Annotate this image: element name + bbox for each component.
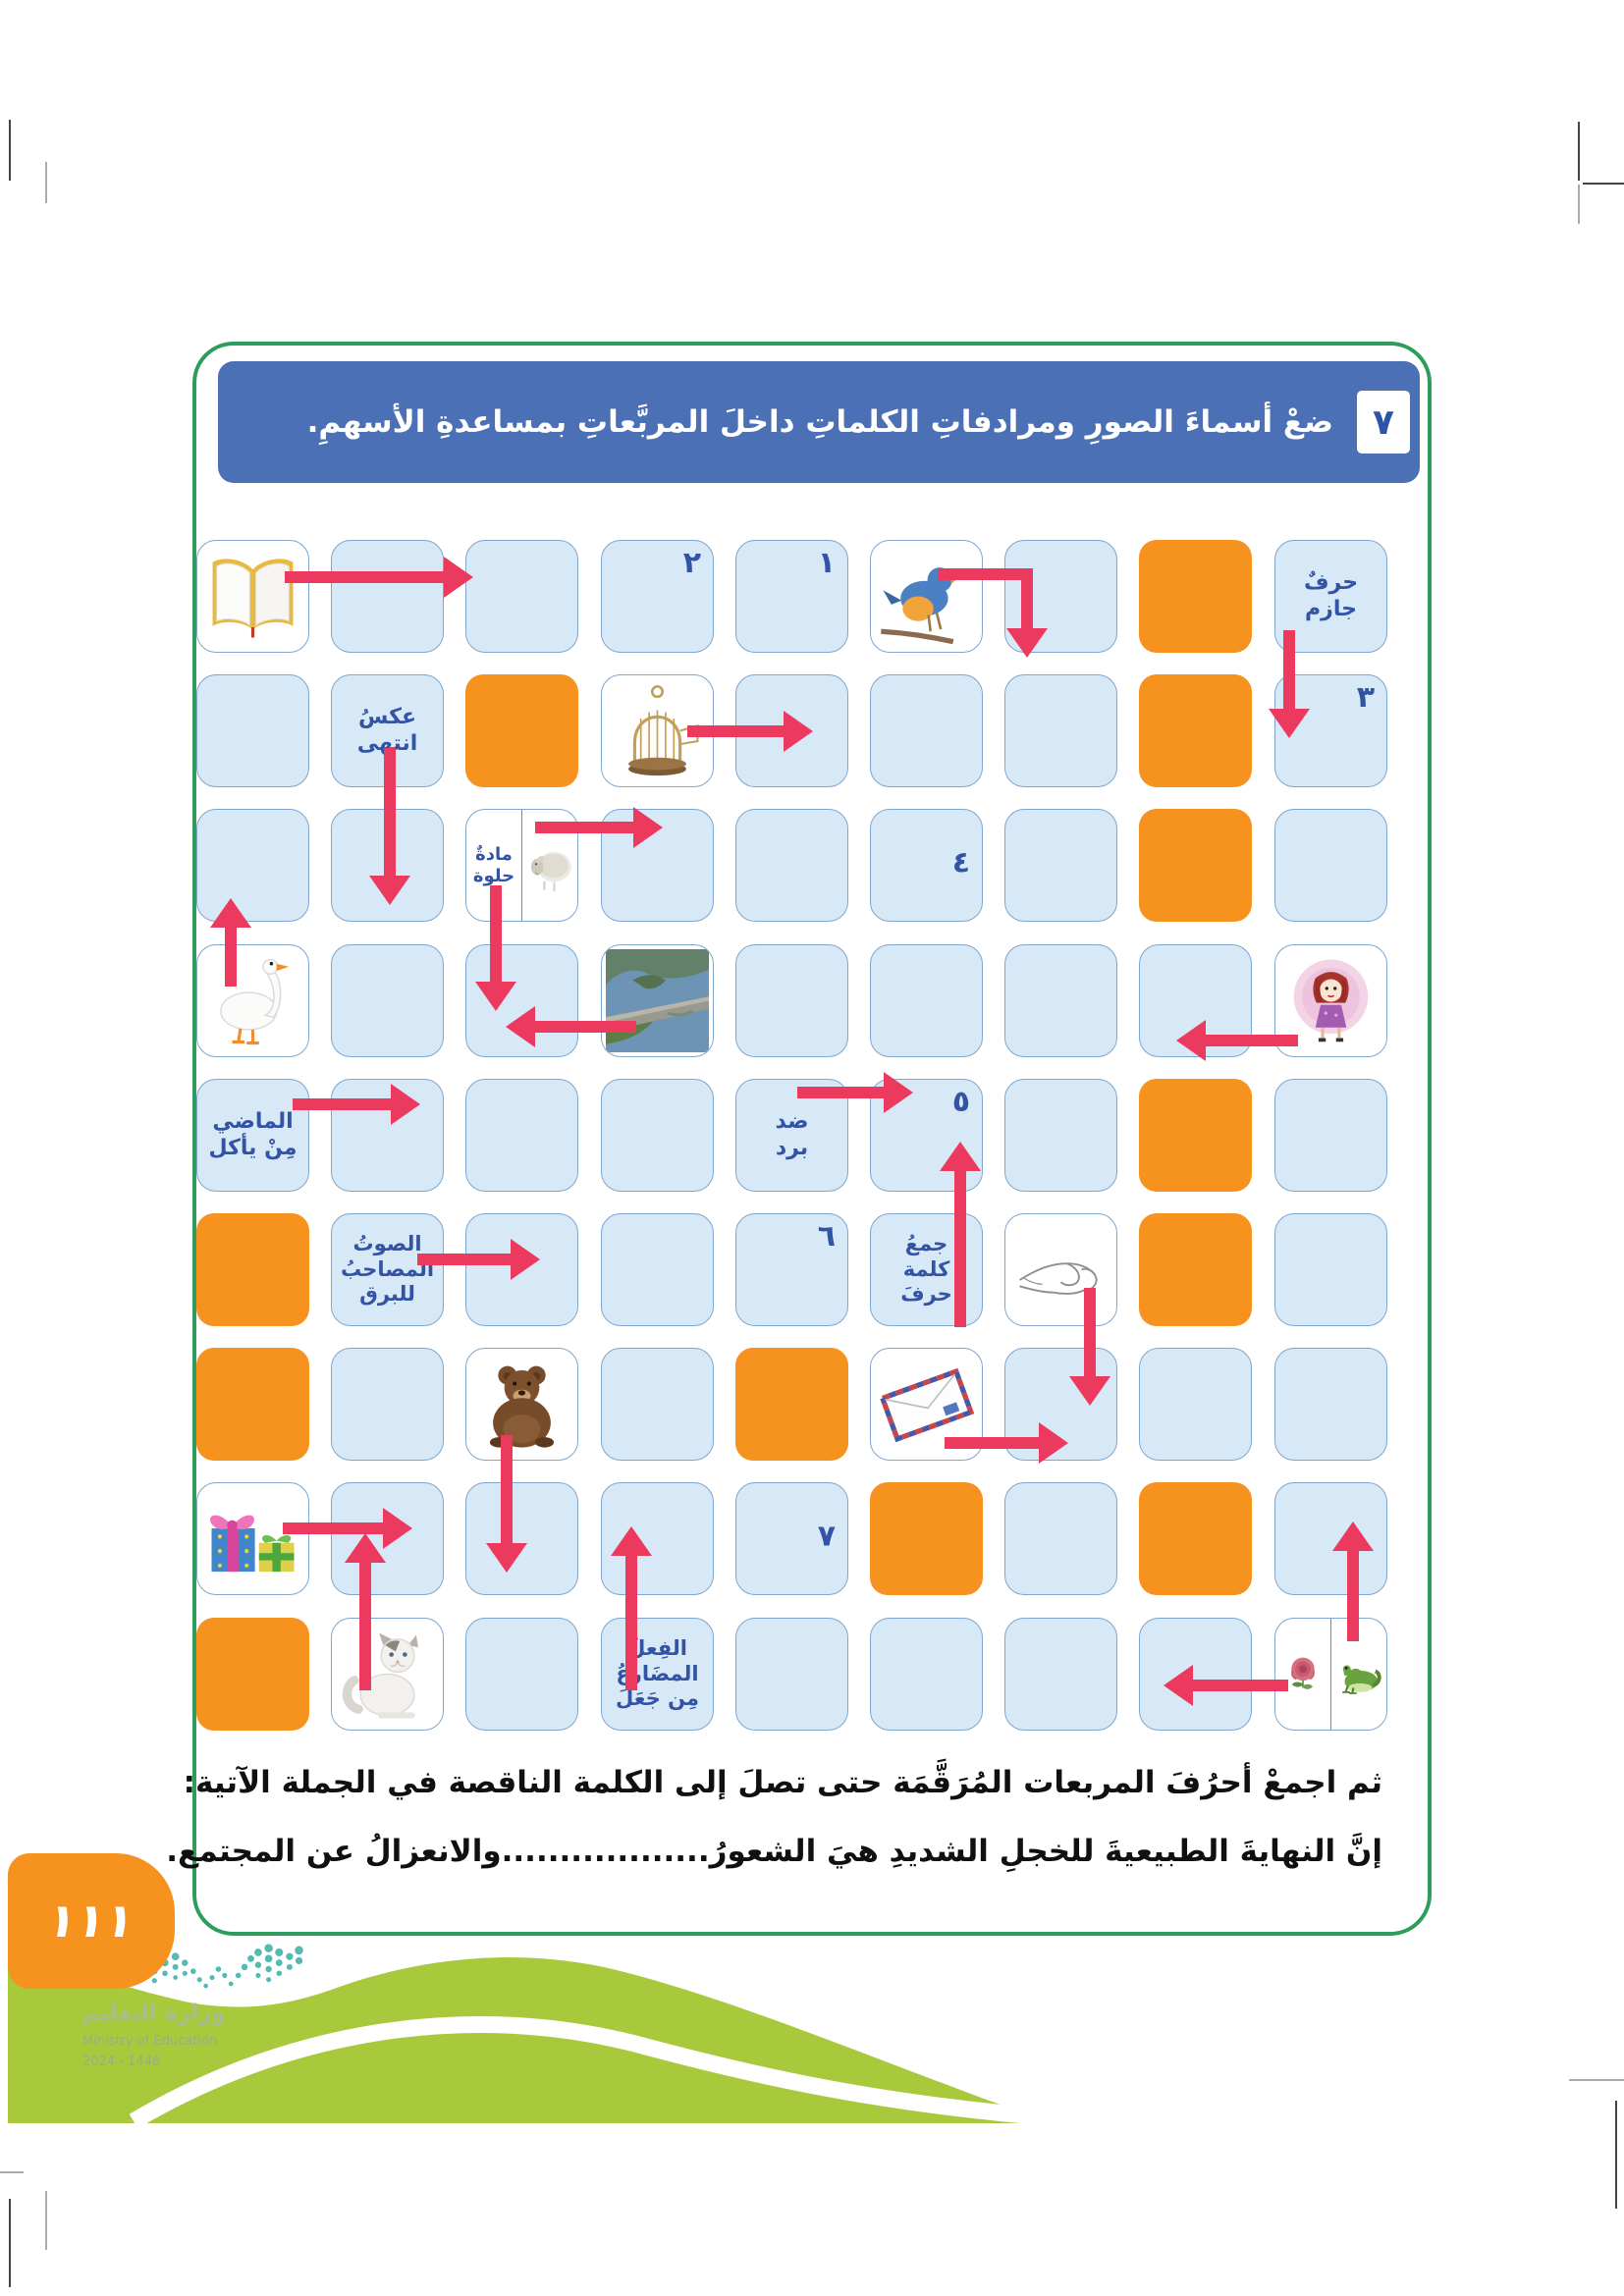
frog-icon [1331,1624,1386,1726]
hand-icon [1009,1218,1112,1321]
grid-cell-r9c8[interactable] [1139,1618,1252,1731]
clue-text: ضد برد [775,1108,809,1160]
instruction-line-1: ثم اجمعْ أحرُفَ المربعات المُرَقَّمَة حتى تصلَ إلى الكلمة الناقصة في الجملة الآتية: [183,1765,1382,1800]
crop-mark [1578,122,1580,181]
sheep-icon [522,815,577,917]
crop-mark [9,2199,11,2287]
grid-cell-r9c3[interactable] [465,1618,578,1731]
cell-number: ٧ [817,1519,836,1554]
crop-mark [0,2171,24,2173]
grid-cell-r3c1[interactable] [196,809,309,922]
clue-text: جمعُ كلمة حرفَ [900,1232,952,1307]
grid-cell-r6c5[interactable] [735,1213,848,1326]
grid-cell-r6c6 [870,1213,983,1326]
grid-cell-r1c3[interactable] [465,540,578,653]
grid-cell-r4c4 [601,944,714,1057]
grid-cell-r2c4 [601,674,714,787]
cell-number: ٥ [951,1085,970,1119]
grid-cell-r2c7[interactable] [1004,674,1117,787]
grid-cell-r8c5[interactable] [735,1482,848,1595]
grid-cell-r3c2[interactable] [331,809,444,922]
grid-cell-r5c5 [735,1079,848,1192]
grid-cell-r2c1[interactable] [196,674,309,787]
goose-icon [201,949,304,1052]
grid-cell-r1c7[interactable] [1004,540,1117,653]
grid-cell-r7c6 [870,1348,983,1461]
crop-mark [1583,183,1624,185]
cat-icon [336,1623,439,1726]
grid-cell-r3c4[interactable] [601,809,714,922]
crop-mark [1615,2101,1617,2209]
grid-cell-r6c9[interactable] [1274,1213,1387,1326]
grid-cell-r9c1 [196,1618,309,1731]
clue-text: حرفٌ جازم [1303,569,1359,621]
birdcage-icon [606,679,709,782]
grid-cell-r2c8 [1139,674,1252,787]
grid-cell-r3c8 [1139,809,1252,922]
dam-icon [606,949,709,1052]
cell-number: ٦ [817,1219,836,1254]
clue-text: مادةٌ حلوة [472,843,515,886]
grid-cell-r4c6[interactable] [870,944,983,1057]
grid-cell-r2c3 [465,674,578,787]
grid-cell-r8c8 [1139,1482,1252,1595]
grid-cell-r7c2[interactable] [331,1348,444,1461]
open-book-icon [201,545,304,648]
rose-icon [1275,1624,1330,1726]
clue-text: عكسُ انتهى [356,704,418,756]
gifts-icon [201,1487,304,1590]
grid-cell-r8c2[interactable] [331,1482,444,1595]
grid-cell-r9c9 [1274,1618,1387,1731]
grid-cell-r3c5[interactable] [735,809,848,922]
grid-cell-r5c1 [196,1079,309,1192]
grid-cell-r4c5[interactable] [735,944,848,1057]
ministry-years: 2024 - 1446 [82,2055,161,2069]
grid-cell-r8c6 [870,1482,983,1595]
grid-cell-r9c4 [601,1618,714,1731]
grid-cell-r4c2[interactable] [331,944,444,1057]
grid-cell-r5c2[interactable] [331,1079,444,1192]
grid-cell-r3c9[interactable] [1274,809,1387,922]
bird-icon [875,545,978,648]
task-header-bar [218,361,1420,483]
clue-half [466,810,521,921]
grid-cell-r7c1 [196,1348,309,1461]
ministry-name-en: Ministry of Education [82,2034,218,2049]
cell-number: ٢ [682,546,701,580]
grid-cell-r9c6[interactable] [870,1618,983,1731]
grid-cell-r6c3[interactable] [465,1213,578,1326]
clue-text: الماضي مِنْ يأكل [208,1108,298,1160]
frog-half [1330,1619,1386,1730]
grid-cell-r9c2 [331,1618,444,1731]
grid-cell-r4c9 [1274,944,1387,1057]
grid-cell-r7c4[interactable] [601,1348,714,1461]
grid-cell-r5c4[interactable] [601,1079,714,1192]
grid-cell-r1c2[interactable] [331,540,444,653]
grid-cell-r2c5[interactable] [735,674,848,787]
grid-cell-r3c3 [465,809,578,922]
grid-cell-r6c8 [1139,1213,1252,1326]
grid-cell-r9c5[interactable] [735,1618,848,1731]
cell-number: ٤ [951,845,970,881]
grid-cell-r2c2 [331,674,444,787]
crop-mark [45,2191,47,2250]
page-number-pill [8,1853,175,1989]
grid-cell-r5c7[interactable] [1004,1079,1117,1192]
grid-cell-r7c7[interactable] [1004,1348,1117,1461]
grid-cell-r4c3[interactable] [465,944,578,1057]
grid-cell-r6c2 [331,1213,444,1326]
grid-cell-r5c3[interactable] [465,1079,578,1192]
grid-cell-r8c9[interactable] [1274,1482,1387,1595]
grid-cell-r7c9[interactable] [1274,1348,1387,1461]
grid-cell-r8c3[interactable] [465,1482,578,1595]
grid-cell-r1c1 [196,540,309,653]
girl-icon [1279,949,1382,1052]
grid-cell-r1c4[interactable] [601,540,714,653]
ministry-name-ar: وزارة التعليم [82,2001,226,2026]
grid-cell-r6c7 [1004,1213,1117,1326]
task-number-badge: ٧ [1357,391,1410,454]
grid-cell-r2c6[interactable] [870,674,983,787]
grid-cell-r3c7[interactable] [1004,809,1117,922]
grid-cell-r8c4[interactable] [601,1482,714,1595]
grid-cell-r4c8[interactable] [1139,944,1252,1057]
grid-cell-r1c5[interactable] [735,540,848,653]
grid-cell-r8c1 [196,1482,309,1595]
grid-cell-r7c8[interactable] [1139,1348,1252,1461]
ministry-logo-mark [149,1944,306,1995]
grid-cell-r7c5 [735,1348,848,1461]
grid-cell-r7c3 [465,1348,578,1461]
envelope-icon [875,1353,978,1456]
grid-cell-r8c7[interactable] [1004,1482,1117,1595]
grid-cell-r6c4[interactable] [601,1213,714,1326]
sheep-half [521,810,577,921]
clue-text: الصوتُ المصاحبُ للبرق [340,1232,435,1307]
cell-number: ٣ [1356,680,1375,715]
instruction-line-2: إنَّ النهايةَ الطبيعيةَ للخجلِ الشديدِ هيَ الشعورُ..................والانعزالُ عن المجتمع. [166,1834,1382,1869]
grid-cell-r1c8 [1139,540,1252,653]
grid-cell-r1c9 [1274,540,1387,653]
grid-cell-r4c7[interactable] [1004,944,1117,1057]
grid-cell-r3c6[interactable] [870,809,983,922]
grid-cell-r6c1 [196,1213,309,1326]
bear-icon [470,1353,573,1456]
rose-half [1275,1619,1330,1730]
crop-mark [1569,2079,1624,2081]
task-title: ضعْ أسماءَ الصورِ ومرادفاتِ الكلماتِ داخلَ المربَّعاتِ بمساعدةِ الأسهمِ. [306,404,1333,440]
crop-mark [1578,185,1580,224]
grid-cell-r1c6 [870,540,983,653]
crop-mark [9,120,11,181]
crop-mark [45,162,47,203]
grid-cell-r5c9[interactable] [1274,1079,1387,1192]
clue-text: الفِعلُ المضَارعُ مِن جَعَلَ [616,1636,699,1711]
grid-cell-r9c7[interactable] [1004,1618,1117,1731]
grid-cell-r2c9[interactable] [1274,674,1387,787]
cell-number: ١ [817,546,836,580]
grid-cell-r5c6[interactable] [870,1079,983,1192]
grid-cell-r4c1 [196,944,309,1057]
grid-cell-r5c8 [1139,1079,1252,1192]
page-number: ١١١ [42,1894,140,1949]
